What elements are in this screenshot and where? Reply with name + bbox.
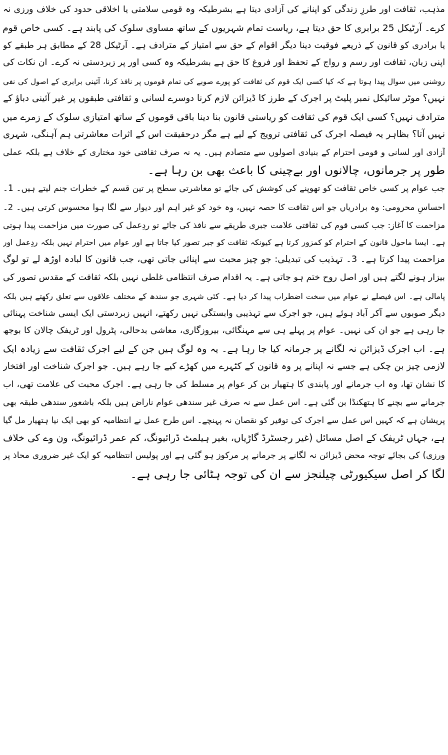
text-line: ورزی) کی بجائے توجہ محض ڈیزائن نہ لگانے پر جرمانے پر مرکوز ہو گئی ہے اور پولیس انتظامیہ کو ایک غیر ضروری محاذ پر [3, 450, 445, 461]
text-line: کا نشان تھا، وہ اب جرمانے اور پابندی کا ہتھیار بن کر عوام پر مسلط کی جا رہی ہے۔ اجرک محبت کی علامت تھی، اب [3, 379, 445, 390]
text-line: مترادف نہیں؟ کسی ایک قوم کی ثقافت کو ریاستی قانون بنا دینا باقی قوموں کے ساتھ امتیازی سلوک کے زمرے میں [3, 111, 445, 123]
text-line: بیزار ہونے لگتے ہیں اور اصل روح ختم ہو جاتی ہے۔ یہ اقدام صرف انتظامی غلطی نہیں بلکہ ثقافت کے مقدس تصور کی [3, 272, 445, 283]
text-line: نہیں؟ موٹر سائیکل نمبر پلیٹ پر اجرک کے طرز کا ڈیزائن لازم کرنا دوسرے لسانی و ثقافتی طبقوں پر غیر آئینی دباؤ کے [3, 93, 445, 104]
text-line: طور پر جرمانوں، چالانوں اور بےچینی کا باعث بھی بن رہا ہے۔ [147, 163, 445, 178]
text-line: جرمانے سے بچنے کا ہتھکنڈا بن گئی ہے۔ اس عمل سے نہ صرف غیر سندھی عوام ناراض ہیں بلکہ باشعور سندھی طبقہ بھی [3, 397, 445, 408]
text-line: مزاحمت پیدا کرتا ہے۔ 3۔ تہذیب کی تبدیلی: جو چیز محبت سے اپنائی جاتی تھی، جب قانون کا لبادہ اوڑھ لے تو لوگ [3, 255, 445, 266]
text-line: دیگر صوبوں سے آکر آباد ہوئے ہیں، جو اجرک سے تہذیبی وابستگی نہیں رکھتے، انہیں زبردستی ایک ایسی شناخت پہنائی [3, 308, 445, 319]
text-line: نہیں آتا؟ بظاہر یہ فیصلہ اجرک کی ثقافتی ترویج کے لیے ہے مگر درحقیقت اس کے اثرات معاشرتی ہم آہنگی، شہری [3, 129, 445, 140]
text-line: آزادی اور لسانی و قومی احترام کے بنیادی اصولوں سے متصادم ہیں۔ یہ نہ صرف ثقافتی خود مختاری کے خلاف ہے بلکہ عملی [3, 147, 445, 158]
paragraph-constitutional-rights [3, 2, 445, 180]
text-line: روشنی میں سوال پیدا ہوتا ہے کہ کیا کسی ایک قوم کی ثقافت کو پورے صوبے کی تمام قوموں پر نافذ کرنا، آئینی برابری کے اصول کی نفی [3, 77, 445, 87]
text-line: اپنی زبان، ثقافت اور رسم و رواج کے تحفظ اور فروغ کا حق ہے بشرطیکہ وہ کسی اور پر زبردستی نہ کرے۔ ان نکات کی [3, 58, 445, 69]
text-line: پریشان ہے کہ کہیں اس عمل سے اجرک کی توقیر کو نقصان نہ پہنچے۔ اس طرح عمل نے انتظامیہ کو بھی ایک نیا ہتھیار مل گیا [3, 415, 445, 426]
paragraph-social-risks [3, 181, 445, 484]
text-line: لگا کر اصل سیکیورٹی چیلنجز سے ان کی توجہ ہٹائی جا رہی ہے۔ [130, 466, 445, 481]
text-line: لازمی چیز بن چکی ہے جسے نہ اپنانے پر وہ قانون کے کٹہرے میں کھڑے کیے جا رہے ہیں۔ جو اجرک شناخت اور افتخار [3, 361, 445, 372]
text-line: ہے۔ اب اجرک ڈیزائن نہ لگانے پر جرمانہ کیا جا رہا ہے۔ یہ وہ لوگ ہیں جن کے لیے اجرک ثقافت سے زیادہ ایک [3, 344, 445, 356]
text-line: ہے، جہاں ٹریفک کے اصل مسائل (غیر رجسٹرڈ گاڑیاں، بغیر ہیلمٹ ڈرائیونگ، کم عمر ڈرائیونگ، ون وے کی خلاف [3, 433, 445, 445]
text-line: احساسِ محرومی: وہ برادریاں جو اس ثقافت کا حصہ نہیں، وہ خود کو غیر اہم اور دیوار سے لگا ہوا محسوس کرتی ہیں۔ 2۔ [3, 201, 445, 212]
text-line: جب عوام پر کسی خاص ثقافت کو تھوپنے کی کوشش کی جائے تو معاشرتی سطح پر تین قسم کے خطرات جنم لیتے ہیں۔ 1۔ [3, 183, 445, 194]
text-line: کرے۔ آرٹیکل 25 برابری کا حق دیتا ہے، ریاست تمام شہریوں کے ساتھ مساوی سلوک کی پابند ہے۔ کسی خاص قوم [3, 22, 445, 34]
text-line: مزاحمت کا آغاز: جب کسی قوم کی ثقافتی علامت جبری طریقے سے نافذ کی جائے تو ردِعمل کی صورت میں مزاحمت پیدا ہوتی [3, 219, 445, 230]
text-line: پامالی ہے۔ اس فیصلے نے عوام میں سخت اضطراب پیدا کر دیا ہے۔ کئی شہری جو سندھ کے مختلف علاقوں سے تعلق رکھتے ہیں بلکہ [3, 291, 445, 301]
text-line: جا رہی ہے جو ان کی نہیں۔ عوام پر پہلے ہی سے مہنگائی، بیروزگاری، معاشی بدحالی، پٹرول اور ٹریفک چالان کا بوجھ [3, 326, 445, 337]
text-line: یا برادری کو قانون کے ذریعے فوقیت دینا دیگر اقوام کے حق سے امتیاز کے مترادف ہے۔ آرٹیکل 28 کے مطابق ہر طبقے کو [3, 40, 445, 51]
text-line: مذہب، ثقافت اور طرزِ زندگی کو اپنانے کی آزادی دیتا ہے بشرطیکہ وہ قومی سلامتی یا اخلاقی حدود کی خلاف ورزی نہ [3, 5, 445, 15]
text-line: ہے۔ ایسا ماحول قانون کے احترام کو کمزور کرتا ہے کیونکہ ثقافت کو جبر تصور کیا جاتا ہے اور عوام میں احترام نہیں بلکہ ردِعمل اور [3, 238, 445, 248]
